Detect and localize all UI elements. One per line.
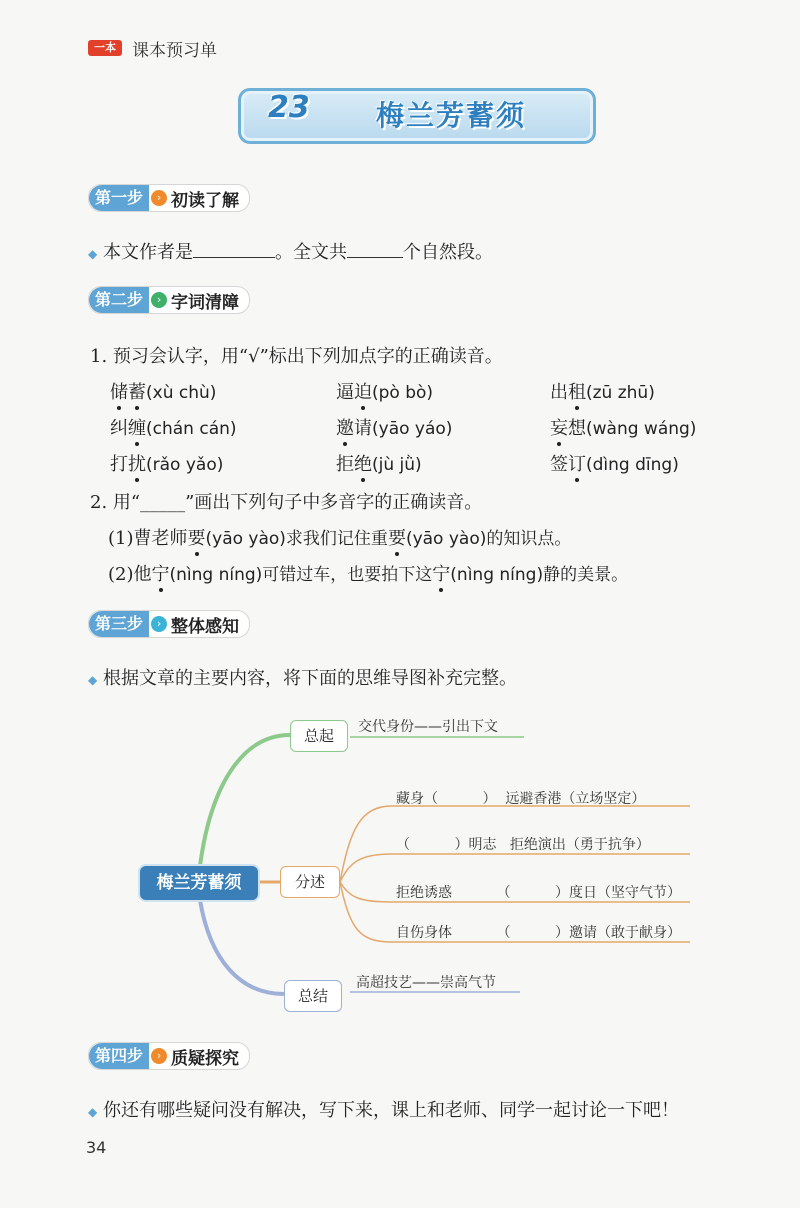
intro-text: 交代身份——引出下文 [358, 719, 498, 735]
end-text: 高超技艺——崇高气节 [356, 975, 496, 991]
sentence-1: (1)曹老师要(yāo yào)求我们记住重要(yāo yào)的知识点。 [108, 528, 572, 549]
lesson-title: 梅兰芳蓄须 [376, 99, 527, 132]
step-1-label: 第一步 [89, 185, 149, 211]
series-title: 课本预习单 [132, 41, 217, 61]
branch-text-1: 藏身（ ） 远避香港（立场坚定） [396, 791, 646, 807]
chevron-right-icon: › [151, 292, 167, 308]
series-badge: 一本 [88, 40, 122, 56]
step-2-q1: 1. 预习会认字，用“√”标出下列加点字的正确读音。 [90, 346, 503, 367]
chevron-right-icon: › [151, 1048, 167, 1064]
branch-line-intro [200, 735, 290, 866]
word-item: 签订(dìng dīng) [550, 454, 679, 475]
branch-2 [340, 854, 690, 882]
chevron-right-icon: › [151, 616, 167, 632]
word-item: 出租(zū zhū) [550, 382, 655, 403]
diamond-icon: ◆ [88, 1105, 98, 1119]
step-3-instruction: ◆ 根据文章的主要内容，将下面的思维导图补充完整。 [88, 668, 517, 689]
page-number: 34 [86, 1138, 107, 1157]
word-item: 拒绝(jù jǜ) [336, 454, 422, 475]
step-3-name: 整体感知 [171, 616, 240, 637]
paragraph-text: 。全文共 [274, 242, 347, 263]
chevron-right-icon: › [151, 190, 167, 206]
word-item: 打扰(rǎo yǎo) [110, 454, 224, 475]
word-item: 储蓄(xù chù) [110, 382, 217, 403]
word-item: 逼迫(pò bò) [336, 382, 434, 403]
word-item: 纠缠(chán cán) [110, 418, 237, 439]
sentence-2: (2)他宁(nìng níng)可错过车，也要拍下这宁(nìng níng)静的美景。 [108, 564, 629, 585]
branch-text-3: 拒绝诱惑 （ ）度日（坚守气节） [396, 885, 682, 901]
step-2-label: 第二步 [89, 287, 149, 313]
step-3-label: 第三步 [89, 611, 149, 637]
step-4-prompt: ◆ 你还有哪些疑问没有解决，写下来，课上和老师、同学一起讨论一下吧！ [88, 1100, 679, 1121]
word-item: 邀请(yāo yáo) [336, 418, 453, 439]
paragraph-suffix: 个自然段。 [402, 242, 493, 263]
branch-text-2: （ ）明志 拒绝演出（勇于抗争） [396, 837, 650, 853]
step-1-name: 初读了解 [171, 190, 240, 211]
body-node: 分述 [280, 866, 340, 898]
author-text: 本文作者是 [102, 242, 193, 263]
step-2-q2: 2. 用“_____”画出下列句子中多音字的正确读音。 [90, 492, 483, 513]
lesson-number: 23 [268, 90, 310, 125]
step-4-header [88, 1042, 250, 1070]
word-item: 妄想(wàng wáng) [550, 418, 697, 439]
step-4-label: 第四步 [89, 1043, 149, 1069]
step-2-name: 字词清障 [171, 292, 240, 313]
end-node: 总结 [284, 980, 342, 1012]
diamond-icon: ◆ [88, 247, 98, 261]
intro-node: 总起 [290, 720, 348, 752]
step-4-name: 质疑探究 [171, 1048, 240, 1069]
diamond-icon: ◆ [88, 673, 98, 687]
branch-line-end [200, 900, 284, 994]
mind-map-center: 梅兰芳蓄须 [140, 866, 258, 900]
branch-text-4: 自伤身体 （ ）邀请（敢于献身） [396, 925, 682, 941]
